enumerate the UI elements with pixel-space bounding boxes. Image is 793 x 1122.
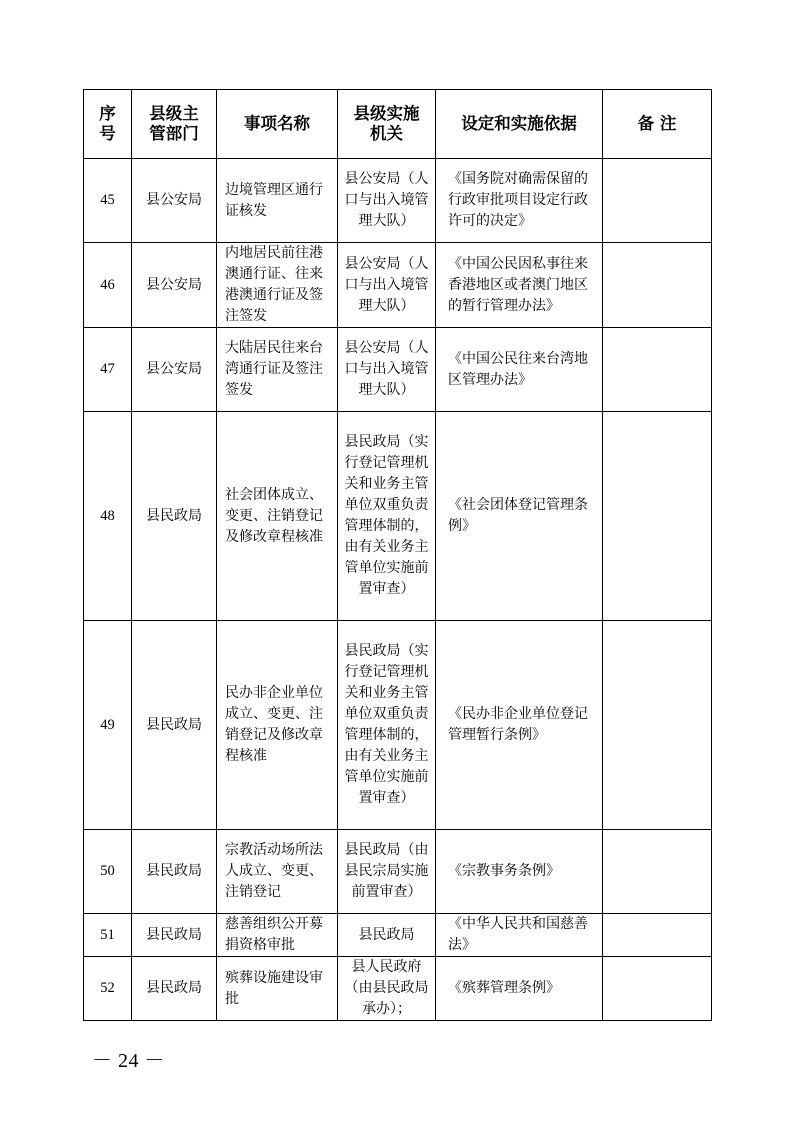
row-department: 县民政局 xyxy=(132,830,217,914)
row-note xyxy=(603,957,712,1021)
row-department: 县民政局 xyxy=(132,621,217,830)
row-implementing-org: 县民政局（实行登记管理机关和业务主管单位双重负责管理体制的，由有关业务主管单位实施前置审查） xyxy=(338,621,436,830)
row-number: 47 xyxy=(84,328,132,412)
row-number: 45 xyxy=(84,159,132,243)
row-implementing-org: 县民政局（由县民宗局实施前置审查） xyxy=(338,830,436,914)
row-number: 49 xyxy=(84,621,132,830)
row-legal-basis: 《社会团体登记管理条例》 xyxy=(436,412,603,621)
row-department: 县民政局 xyxy=(132,412,217,621)
row-note xyxy=(603,243,712,328)
row-implementing-org: 县民政局 xyxy=(338,914,436,957)
approval-items-table xyxy=(83,89,712,1021)
row-implementing-org: 县人民政府（由县民政局承办）； xyxy=(338,957,436,1021)
row-note xyxy=(603,159,712,243)
row-number: 48 xyxy=(84,412,132,621)
row-note xyxy=(603,830,712,914)
table-row xyxy=(84,621,712,830)
row-department: 县民政局 xyxy=(132,957,217,1021)
row-implementing-org: 县公安局（人口与出入境管理大队） xyxy=(338,243,436,328)
row-item-name: 民办非企业单位成立、变更、注销登记及修改章程核准 xyxy=(217,621,338,830)
header-row xyxy=(84,90,712,159)
row-item-name: 殡葬设施建设审批 xyxy=(217,957,338,1021)
row-number: 51 xyxy=(84,914,132,957)
row-legal-basis: 《中华人民共和国慈善法》 xyxy=(436,914,603,957)
row-implementing-org: 县公安局（人口与出入境管理大队） xyxy=(338,159,436,243)
table-row xyxy=(84,914,712,957)
row-legal-basis: 《中国公民往来台湾地区管理办法》 xyxy=(436,328,603,412)
row-item-name: 宗教活动场所法人成立、变更、注销登记 xyxy=(217,830,338,914)
row-department: 县公安局 xyxy=(132,159,217,243)
row-implementing-org: 县公安局（人口与出入境管理大队） xyxy=(338,328,436,412)
table-row xyxy=(84,412,712,621)
row-item-name: 社会团体成立、变更、注销登记及修改章程核准 xyxy=(217,412,338,621)
row-legal-basis: 《国务院对确需保留的行政审批项目设定行政许可的决定》 xyxy=(436,159,603,243)
table-row xyxy=(84,159,712,243)
header-item: 事项名称 xyxy=(217,90,338,159)
table-row xyxy=(84,830,712,914)
header-seq: 序号 xyxy=(84,90,132,159)
row-item-name: 内地居民前往港澳通行证、往来港澳通行证及签注签发 xyxy=(217,243,338,328)
row-legal-basis: 《民办非企业单位登记管理暂行条例》 xyxy=(436,621,603,830)
page-number: － 24 － xyxy=(92,1050,165,1072)
table-row xyxy=(84,957,712,1021)
row-legal-basis: 《殡葬管理条例》 xyxy=(436,957,603,1021)
table-row xyxy=(84,328,712,412)
row-implementing-org: 县民政局（实行登记管理机关和业务主管单位双重负责管理体制的，由有关业务主管单位实施前置审查） xyxy=(338,412,436,621)
row-note xyxy=(603,621,712,830)
row-department: 县民政局 xyxy=(132,914,217,957)
row-note xyxy=(603,914,712,957)
row-department: 县公安局 xyxy=(132,328,217,412)
table-row xyxy=(84,243,712,328)
row-note xyxy=(603,328,712,412)
row-number: 50 xyxy=(84,830,132,914)
row-department: 县公安局 xyxy=(132,243,217,328)
header-note: 备 注 xyxy=(603,90,712,159)
row-item-name: 边境管理区通行证核发 xyxy=(217,159,338,243)
row-number: 46 xyxy=(84,243,132,328)
row-legal-basis: 《中国公民因私事往来香港地区或者澳门地区的暂行管理办法》 xyxy=(436,243,603,328)
row-note xyxy=(603,412,712,621)
row-legal-basis: 《宗教事务条例》 xyxy=(436,830,603,914)
header-dept: 县级主管部门 xyxy=(132,90,217,159)
header-org: 县级实施机关 xyxy=(338,90,436,159)
row-number: 52 xyxy=(84,957,132,1021)
header-basis: 设定和实施依据 xyxy=(436,90,603,159)
row-item-name: 大陆居民往来台湾通行证及签注签发 xyxy=(217,328,338,412)
row-item-name: 慈善组织公开募捐资格审批 xyxy=(217,914,338,957)
